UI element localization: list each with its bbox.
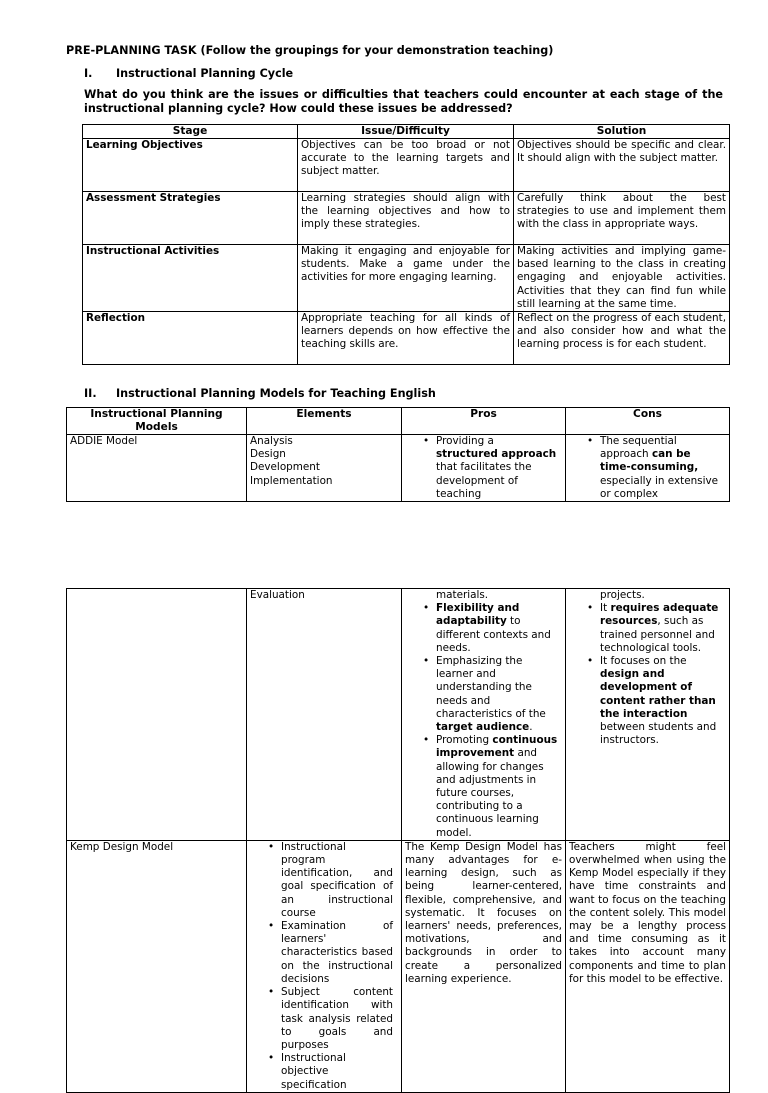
section-1-question: What do you think are the issues or difficulties that teachers could encounter at each stage of the instructional planning cycle? How could these issues be addressed? <box>84 88 723 115</box>
section-2-number: II. <box>84 387 97 400</box>
model-name-cell <box>67 589 247 841</box>
elements-cell <box>247 589 402 841</box>
cons-continued-text: projects. <box>600 589 645 601</box>
element-item: Design <box>250 448 286 461</box>
section-1-heading: Instructional Planning Cycle <box>116 67 294 80</box>
stage-cell: Assessment Strategies <box>83 192 298 245</box>
issue-cell: Learning strategies should align with the learning objectives and how to imply these strategies. <box>298 192 514 245</box>
table-row-addie <box>67 435 730 502</box>
element-item: Analysis <box>250 435 293 447</box>
table-row <box>83 312 730 365</box>
issue-cell: Making it engaging and enjoyable for students. Make a game under the activities for more engaging learning. <box>298 245 514 312</box>
table-row-addie-continued <box>67 589 730 841</box>
pros-cell <box>402 435 566 502</box>
element-item: • Instructional objective specification <box>281 1052 393 1092</box>
column-header-model: Instructional Planning Models <box>67 408 247 435</box>
table-row <box>83 139 730 192</box>
cons-cell: Teachers might feel overwhelmed when using the Kemp Model especially if they have time constraints and want to focus on the teaching the content solely. This model may be a lengthy process and time consuming as it takes into account many components and time to plan for this model to be effective. <box>566 840 730 1092</box>
issue-cell: Objectives can be too broad or not accurate to the learning targets and subject matter. <box>298 139 514 192</box>
pros-item: • Emphasizing the learner and understanding the needs and characteristics of the target audience. <box>436 655 558 734</box>
pros-cell <box>402 589 566 841</box>
column-header-stage: Stage <box>83 125 298 139</box>
column-header-pros: Pros <box>402 408 566 435</box>
solution-cell: Reflect on the progress of each student, and also consider how and what the learning process is for each student. <box>514 312 730 365</box>
cons-item: • It focuses on the design and development of content rather than the interaction between students and instructors. <box>600 655 722 747</box>
pros-cell: The Kemp Design Model has many advantages for e-learning design, such as being learner-centered, flexible, comprehensive, and systematic. It focuses on learners' needs, preferences, motivations, and backgrounds in order to create a personalized learning experience. <box>402 840 566 1092</box>
solution-cell: Objectives should be specific and clear. It should align with the subject matter. <box>514 139 730 192</box>
planning-models-table <box>66 407 730 502</box>
model-name-cell: ADDIE Model <box>67 435 247 502</box>
section-1-number: I. <box>84 67 93 80</box>
column-header-elements: Elements <box>247 408 402 435</box>
column-header-cons: Cons <box>566 408 730 435</box>
solution-cell: Making activities and implying game-based learning to the class in creating engaging and enjoyable activities. Activities that they can find fun while still learning at the same time. <box>514 245 730 312</box>
column-header-solution: Solution <box>514 125 730 139</box>
column-header-issue: Issue/Difficulty <box>298 125 514 139</box>
issue-cell: Appropriate teaching for all kinds of learners depends on how effective the teaching skills are. <box>298 312 514 365</box>
element-item: • Subject content identification with task analysis related to goals and purposes <box>281 986 393 1052</box>
element-item: Implementation <box>250 474 333 487</box>
table-row <box>83 192 730 245</box>
cons-cell <box>566 589 730 841</box>
solution-cell: Carefully think about the best strategies to use and implement them with the class in appropriate ways. <box>514 192 730 245</box>
cons-item: • The sequential approach can be time-consuming, especially in extensive or complex <box>600 435 722 501</box>
planning-models-table-continued <box>66 588 730 1093</box>
pros-continued-text: materials. <box>436 589 489 601</box>
cons-item: • It requires adequate resources, such as trained personnel and technological tools. <box>600 602 722 655</box>
table-header-row <box>67 408 730 435</box>
pros-item: • Promoting continuous improvement and allowing for changes and adjustments in future courses, contributing to a continuous learning model. <box>436 734 558 840</box>
element-item: Development <box>250 461 320 474</box>
table-row-kemp <box>67 840 730 1092</box>
page-title: PRE-PLANNING TASK (Follow the groupings for your demonstration teaching) <box>66 44 554 57</box>
stage-cell: Learning Objectives <box>83 139 298 192</box>
element-item: • Examination of learners' characteristics based on the instructional decisions <box>281 920 393 986</box>
stage-cell: Instructional Activities <box>83 245 298 312</box>
table-header-row <box>83 125 730 139</box>
table-row <box>83 245 730 312</box>
model-name-cell: Kemp Design Model <box>67 840 247 1092</box>
elements-cell <box>247 840 402 1092</box>
section-2-heading: Instructional Planning Models for Teaching English <box>116 387 436 400</box>
stage-cell: Reflection <box>83 312 298 365</box>
element-item: Evaluation <box>250 589 305 601</box>
element-item: • Instructional program identification, and goal specification of an instructional course <box>281 841 393 920</box>
pros-item: • Providing a structured approach that facilitates the development of teaching <box>436 435 558 501</box>
cons-cell <box>566 435 730 502</box>
planning-cycle-table <box>82 124 730 365</box>
pros-item: • Flexibility and adaptability to different contexts and needs. <box>436 602 558 655</box>
elements-cell <box>247 435 402 502</box>
